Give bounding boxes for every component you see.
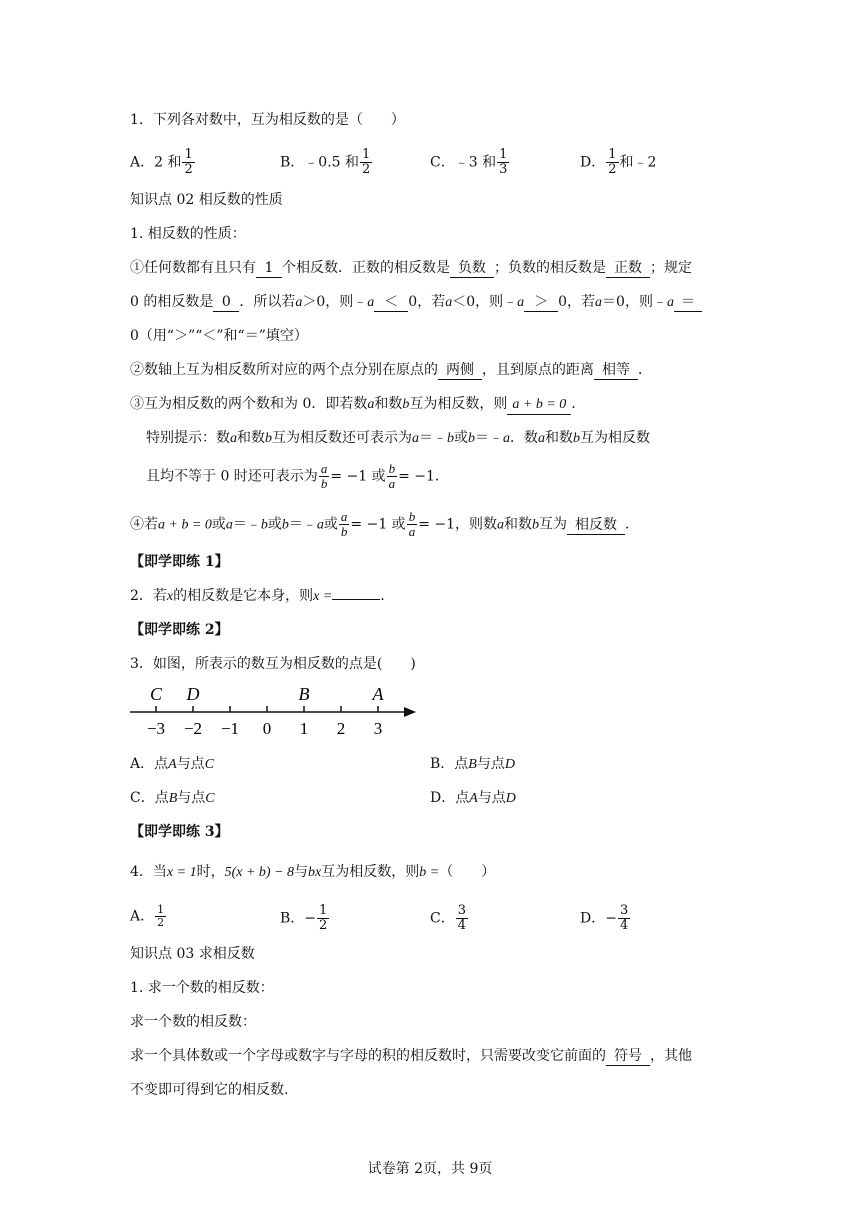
q4-stem: 4．当x = 1时，5(x + b) − 8与bx互为相反数，则b =（ ） [130,864,496,880]
axis-tick-label: −3 [146,719,166,738]
point-label: D [186,684,200,704]
kp02-p1-line1: ①任何数都有且只有 1 个相反数．正数的相反数是 负数 ；负数的相反数是 正数 ；规定 [130,260,692,276]
kp03-subtitle: 1. 求一个数的相反数： [130,980,274,996]
axis-tick-label: −1 [220,719,240,738]
q4-option-a: A． $\frac{1}{2}$ [130,903,165,929]
q1-stem: 1．下列各对数中，互为相反数的是（ ） [130,112,405,128]
kp02-tip-line1: 特别提示：数a和数b互为相反数还可表示为a＝﹣b或b＝﹣a．数a和数b互为相反数 [146,430,650,446]
kp03-line1: 求一个数的相反数： [130,1014,256,1030]
kp02-tip-line2: 且均不等于 0 时还可表示为 $\frac{a}{b}$ = −1 或 $\frac{b}{a}$ = −1． [146,461,449,491]
q3-option-c: C．点B与点C [130,790,215,806]
axis-tick-label: −2 [183,719,203,738]
q3-option-a: A．点A与点C [130,756,215,772]
drill1-heading: 【即学即练 1】 [130,554,229,570]
point-label: C [149,684,163,704]
kp03-line3: 不变即可得到它的相反数. [130,1082,289,1098]
q3-stem: 3．如图，所表示的数互为相反数的点是( ) [130,656,416,672]
kp02-subtitle: 1. 相反数的性质： [130,226,246,242]
q4-option-d: D．− $\frac{3}{4}$ [580,903,629,933]
axis-tick-label: 2 [336,719,346,738]
axis-tick-label: 1 [299,719,309,738]
q2-answer-blank[interactable] [332,599,380,600]
kp02-p4: ④若a + b = 0或a＝﹣b或b＝﹣a或 $\frac{a}{b}$ = −1 或 $\frac{b}{a}$ = −1，则数a和数b互为 相反数 ． [130,509,640,539]
kp02-p1-line3: 0（用“＞”“＜”和“＝”填空） [130,328,308,344]
q1-option-c: C．﹣3 和 $\frac{1}{3}$ [430,147,508,177]
drill2-heading: 【即学即练 2】 [130,622,229,638]
kp03-line2: 求一个具体数或一个字母或数字与字母的积的相反数时，只需要改变它前面的 符号 ，其他 [130,1048,692,1064]
q3-option-d: D．点A与点D [430,790,516,806]
kp02-title: 知识点 02 相反数的性质 [130,192,283,208]
page-footer: 试卷第 2页，共 9页 [367,1161,493,1177]
drill3-heading: 【即学即练 3】 [130,824,229,840]
point-label: A [372,684,384,704]
q2: 2．若x的相反数是它本身，则x = ． [130,588,395,604]
kp02-p3: ③互为相反数的两个数和为 0．即若数a和数b互为相反数，则 a + b = 0 ． [130,394,585,415]
axis-tick-label: 3 [373,719,383,738]
q4-option-c: C． $\frac{3}{4}$ [430,903,466,933]
q1-option-d: D． $\frac{1}{2}$ 和﹣2 [580,147,657,177]
q3-option-b: B．点B与点D [430,756,515,772]
number-line [126,680,426,742]
q1-option-b: B．﹣0.5 和 $\frac{1}{2}$ [280,147,371,177]
kp02-p1-line2: 0 的相反数是 0 ．所以若a＞0，则﹣a ＜ 0，若a＜0，则﹣a ＞ 0，若a＝0，则﹣a ＝ [130,292,702,313]
axis-tick-label: 0 [262,719,272,738]
q1-option-a: A．2 和 $\frac{1}{2}$ [130,147,193,177]
q4-option-b: B．− $\frac{1}{2}$ [280,903,328,933]
kp02-p2: ②数轴上互为相反数所对应的两个点分别在原点的 两侧 ，且到原点的距离 相等 ． [130,362,652,378]
kp03-title: 知识点 03 求相反数 [130,946,255,962]
axis-arrow [404,707,416,717]
point-label: B [298,684,310,704]
